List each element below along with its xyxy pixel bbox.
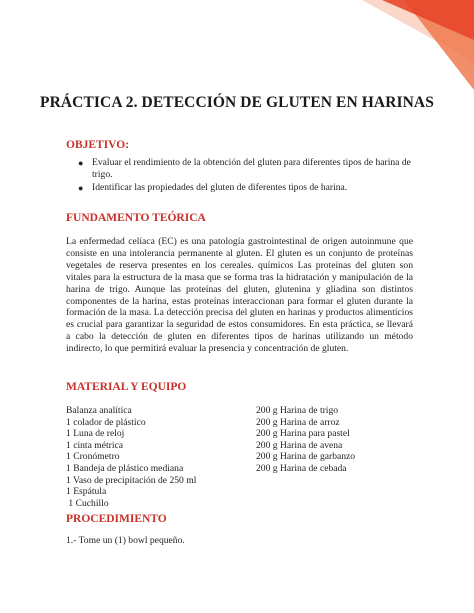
fundamento-heading: FUNDAMENTO TEÓRICA xyxy=(66,212,206,224)
list-item: 1 colador de plástico xyxy=(66,416,146,428)
list-item: 1 Vaso de precipitación de 250 ml xyxy=(66,474,197,486)
list-item: 1 Espátula xyxy=(66,486,107,498)
list-item: 200 g Harina de cebada xyxy=(256,462,347,474)
bullet-icon: ● xyxy=(78,158,84,168)
list-item: 200 g Harina de trigo xyxy=(256,405,339,416)
list-item: 200 g Harina de avena xyxy=(256,439,343,451)
list-item xyxy=(66,157,416,181)
material-list-left xyxy=(66,405,246,509)
material-heading: MATERIAL Y EQUIPO xyxy=(66,381,187,393)
list-item: 200 g Harina de garbanzo xyxy=(256,451,356,463)
procedure-step: 1.- Tome un (1) bowl pequeño. xyxy=(66,535,185,546)
list-item: 1 Luna de reloj xyxy=(66,428,125,440)
list-item: 1 Cronómetro xyxy=(66,451,120,463)
corner-decoration xyxy=(342,0,474,90)
material-list-right xyxy=(256,405,416,475)
list-item-text: Identificar las propiedades del gluten de diferentes tipos de harina. xyxy=(92,182,348,193)
bullet-icon: ● xyxy=(78,183,84,193)
list-item: Balanza analítica xyxy=(66,405,132,416)
procedimiento-heading: PROCEDIMIENTO xyxy=(66,513,167,525)
list-item: 1 Bandeja de plástico mediana xyxy=(66,462,184,474)
objetivo-heading: OBJETIVO: xyxy=(66,139,130,151)
list-item: 200 g Harina de arroz xyxy=(256,416,340,428)
list-item-text: Evaluar el rendimiento de la obtención del gluten para diferentes tipos de harina de trigo. xyxy=(92,157,411,180)
list-item: 1 cinta métrica xyxy=(66,439,124,451)
fundamento-paragraph: La enfermedad celíaca (EC) es una patología gastrointestinal de origen autoinmune que consiste en una intolerancia permanente al gluten. El gluten es un conjunto de proteínas vegetales de reserva presentes en los cereales. químicos Las proteínas del gluten son vitales para la estructura de la masa que se forma tras la hidratación y manipulación de la harina de trigo. Aunque las proteínas del gluten, glutenina y gliadina son distintos componentes de la harina, estas proteínas interaccionan para formar el gluten durante la formación de la masa. La detección precisa del gluten en harinas y productos alimenticios es crucial para garantizar la seguridad de estos consumidores. En esta práctica, se llevará a cabo la detección de gluten en diferentes tipos de harinas utilizando un método indirecto, lo que permitirá evaluar la presencia y concentración de gluten. xyxy=(66,236,413,355)
page-title: PRÁCTICA 2. DETECCIÓN DE GLUTEN EN HARINAS xyxy=(40,94,434,111)
list-item xyxy=(66,182,416,194)
list-item: 1 Cuchillo xyxy=(66,497,109,509)
list-item: 200 g Harina para pastel xyxy=(256,428,350,440)
objetivo-list xyxy=(66,157,416,195)
